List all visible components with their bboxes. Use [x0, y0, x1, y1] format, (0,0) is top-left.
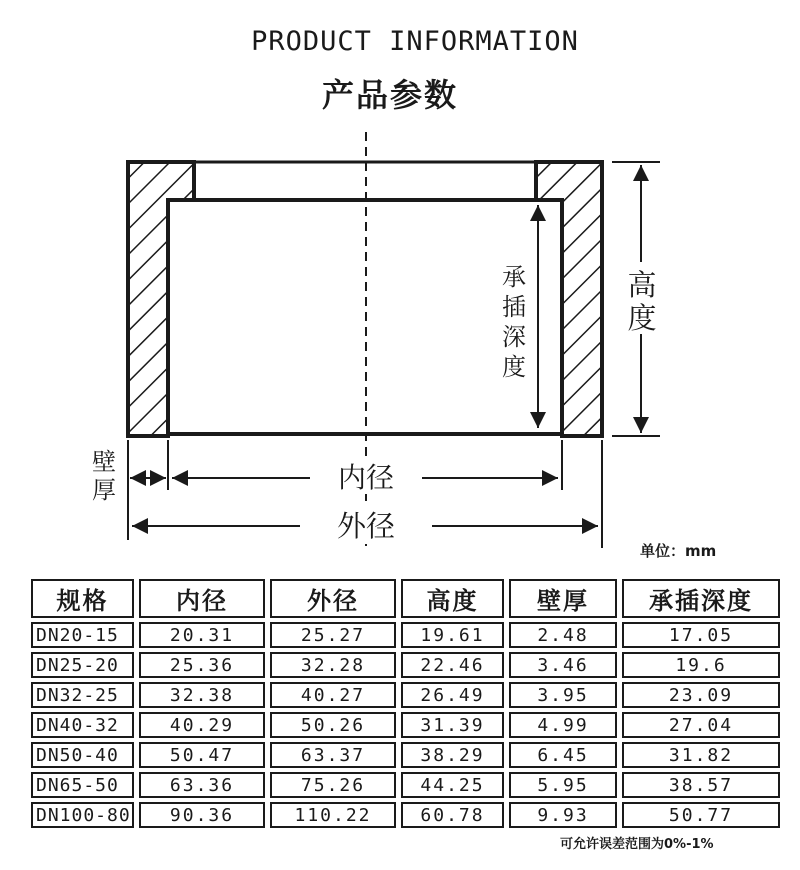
table-row: [31, 682, 780, 708]
table-row: [31, 772, 780, 798]
cell-inner-diameter: 20.31: [139, 622, 265, 648]
cell-wall-thickness: 4.99: [509, 712, 617, 738]
cell-outer-diameter: 63.37: [270, 742, 396, 768]
cell-spec: DN40-32: [31, 712, 134, 738]
left-wall-section: [128, 162, 194, 436]
cell-outer-diameter: 110.22: [270, 802, 396, 828]
cell-socket-depth: 38.57: [622, 772, 780, 798]
cell-outer-diameter: 32.28: [270, 652, 396, 678]
cell-height: 44.25: [401, 772, 504, 798]
cell-height: 22.46: [401, 652, 504, 678]
cell-height: 31.39: [401, 712, 504, 738]
socket-depth-label-2: 插: [502, 293, 526, 321]
col-header-wall-thickness: 壁厚: [509, 579, 617, 618]
cell-inner-diameter: 40.29: [139, 712, 265, 738]
col-header-spec: 规格: [31, 579, 134, 618]
inner-diameter-label: 内径: [337, 461, 395, 494]
col-header-inner-diameter: 内径: [139, 579, 265, 618]
spec-table: [26, 575, 785, 832]
cell-height: 19.61: [401, 622, 504, 648]
wall-thickness-label-2: 厚: [92, 476, 116, 504]
col-header-height: 高度: [401, 579, 504, 618]
cell-inner-diameter: 32.38: [139, 682, 265, 708]
table-row: [31, 652, 780, 678]
cell-wall-thickness: 5.95: [509, 772, 617, 798]
socket-depth-label-1: 承: [502, 263, 526, 291]
table-header-row: [31, 579, 780, 618]
table-row: [31, 742, 780, 768]
cell-height: 26.49: [401, 682, 504, 708]
col-header-socket-depth: 承插深度: [622, 579, 780, 618]
cell-spec: DN25-20: [31, 652, 134, 678]
cell-wall-thickness: 9.93: [509, 802, 617, 828]
cell-height: 60.78: [401, 802, 504, 828]
title-chinese: 产品参数: [321, 76, 458, 114]
title-english: PRODUCT INFORMATION: [251, 26, 579, 57]
cell-wall-thickness: 2.48: [509, 622, 617, 648]
cell-inner-diameter: 90.36: [139, 802, 265, 828]
table-row: [31, 622, 780, 648]
socket-depth-label-3: 深: [502, 323, 526, 351]
cell-inner-diameter: 50.47: [139, 742, 265, 768]
cell-socket-depth: 19.6: [622, 652, 780, 678]
cell-socket-depth: 23.09: [622, 682, 780, 708]
cell-socket-depth: 27.04: [622, 712, 780, 738]
cell-wall-thickness: 6.45: [509, 742, 617, 768]
cell-socket-depth: 50.77: [622, 802, 780, 828]
cell-wall-thickness: 3.95: [509, 682, 617, 708]
cell-spec: DN65-50: [31, 772, 134, 798]
right-wall-section: [536, 162, 602, 436]
cell-outer-diameter: 50.26: [270, 712, 396, 738]
height-label-2: 度: [627, 301, 657, 335]
outer-diameter-label: 外径: [336, 509, 396, 543]
cell-socket-depth: 17.05: [622, 622, 780, 648]
tolerance-note: 可允许误差范围为0%-1%: [560, 837, 714, 852]
socket-depth-label-4: 度: [502, 353, 526, 381]
col-header-outer-diameter: 外径: [270, 579, 396, 618]
cell-inner-diameter: 63.36: [139, 772, 265, 798]
wall-thickness-label-1: 壁: [92, 448, 116, 476]
height-label-1: 高: [627, 268, 657, 302]
table-row: [31, 712, 780, 738]
cell-spec: DN20-15: [31, 622, 134, 648]
cell-outer-diameter: 25.27: [270, 622, 396, 648]
cell-wall-thickness: 3.46: [509, 652, 617, 678]
cell-inner-diameter: 25.36: [139, 652, 265, 678]
table-row: [31, 802, 780, 828]
cell-spec: DN100-80: [31, 802, 134, 828]
cell-outer-diameter: 75.26: [270, 772, 396, 798]
unit-note: 单位：mm: [640, 542, 717, 560]
cell-spec: DN32-25: [31, 682, 134, 708]
cell-spec: DN50-40: [31, 742, 134, 768]
cell-outer-diameter: 40.27: [270, 682, 396, 708]
cell-height: 38.29: [401, 742, 504, 768]
cell-socket-depth: 31.82: [622, 742, 780, 768]
